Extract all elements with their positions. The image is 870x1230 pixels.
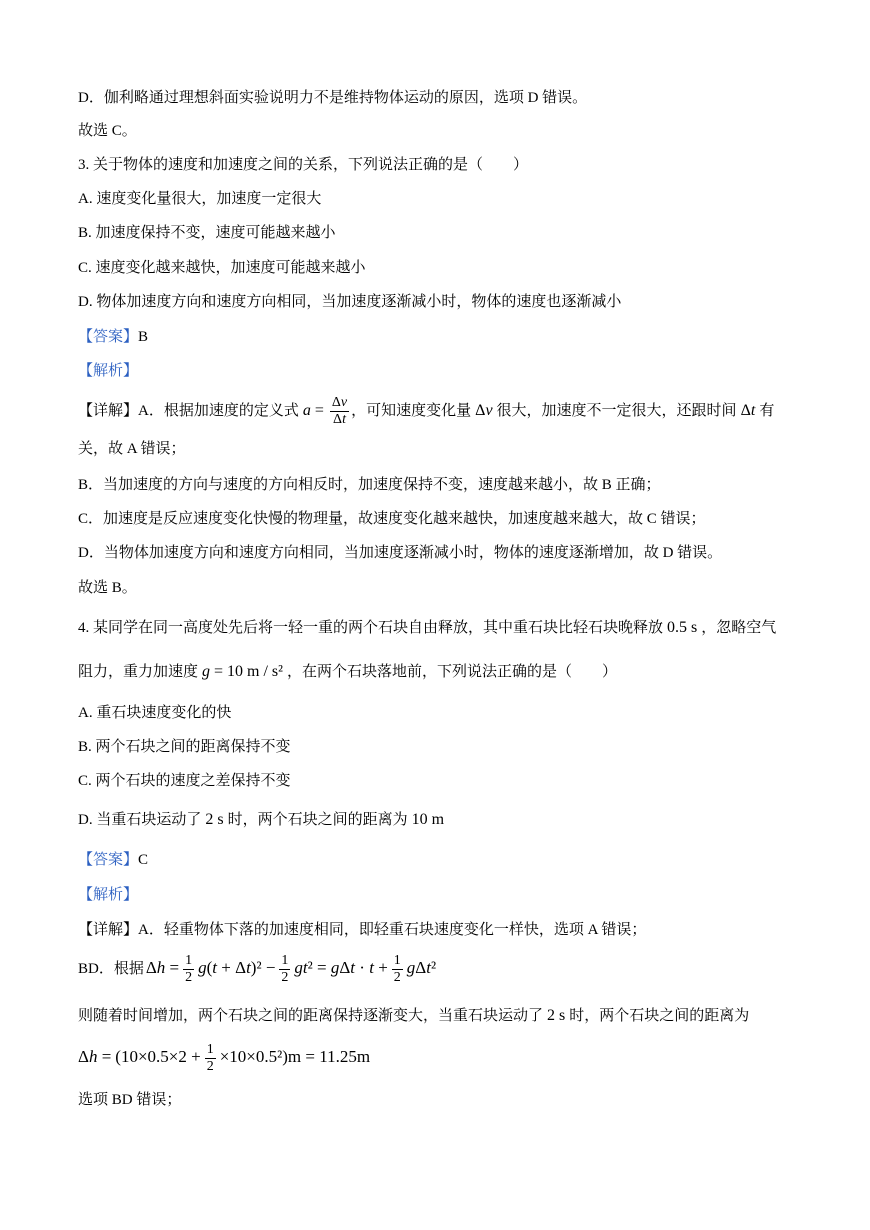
fraction-denominator: Δt — [333, 412, 346, 427]
detail-label: 【详解】 — [78, 922, 139, 938]
delta-t-symbol: Δt — [740, 401, 756, 419]
q4-option-d — [78, 810, 448, 830]
answer-value: C — [138, 852, 149, 868]
math-variable: t — [426, 957, 431, 977]
analysis-label: 【解析】 — [78, 887, 139, 903]
fraction-numerator: 1 — [185, 953, 193, 968]
q3-option-a: A. 速度变化量很大，加速度一定很大 — [78, 191, 322, 207]
q3-answer — [78, 327, 148, 347]
q4-detail-bd-formula — [78, 954, 438, 985]
math-variable: a — [302, 401, 311, 419]
detail-text: 则随着时间增加，两个石块之间的距离保持逐渐变大，当重石块运动了 — [78, 1008, 544, 1024]
detail-a-text: A．轻重物体下落的加速度相同，即轻重石块速度变化一样快，选项 A 错误； — [138, 922, 647, 938]
q4-analysis-label — [78, 885, 138, 905]
answer-value: B — [138, 329, 149, 345]
q3-detail-b: B．当加速度的方向与速度的方向相反时，加速度保持不变，速度越来越小，故 B 正确； — [78, 477, 661, 493]
option-d-text: D. 当重石块运动了 — [78, 812, 202, 828]
detail-text: 时，两个石块之间的距离为 — [569, 1008, 750, 1024]
time-value: 2 s — [205, 811, 224, 828]
q4-stem-text: ，在两个石块落地前，下列说法正确的是（ ） — [286, 664, 617, 680]
time-value: 2 s — [547, 1007, 566, 1024]
math-variable: t — [246, 957, 251, 977]
fraction-numerator: 1 — [393, 953, 401, 968]
math-variable: g — [330, 957, 340, 977]
q3-conclusion: 故选 B。 — [78, 580, 137, 596]
math-variable: t — [342, 412, 346, 427]
detail-a-text: A．根据加速度的定义式 — [138, 402, 299, 419]
q3-detail-d: D．当物体加速度方向和速度方向相同，当加速度逐渐减小时，物体的速度逐渐增加，故 D 错误。 — [78, 545, 723, 561]
q4-answer — [78, 850, 148, 870]
prev-conclusion: 故选 C。 — [78, 123, 137, 139]
q4-stem-text: 4. 某同学在同一高度处先后将一轻一重的两个石块自由释放，其中重石块比轻石块晚释放 — [78, 620, 664, 636]
answer-label: 【答案】 — [78, 329, 139, 345]
delta-v-symbol: Δv — [475, 401, 493, 419]
analysis-label: 【解析】 — [78, 363, 139, 379]
math-variable: t — [369, 957, 374, 977]
q4-stem-line-1 — [78, 618, 776, 638]
q3-analysis-label — [78, 361, 138, 381]
fraction-one-half — [392, 954, 403, 985]
formula-a-lhs: a = — [302, 401, 324, 419]
fraction-denominator: 2 — [185, 970, 193, 985]
math-variable: h — [88, 1046, 98, 1066]
formula-term: gt² = gΔt · t + — [294, 957, 388, 977]
fraction-one-half — [279, 954, 290, 985]
q4-option-a: A. 重石块速度变化的快 — [78, 705, 232, 721]
formula-term: g(t + Δt)² − — [198, 957, 276, 977]
formula-delta-h: Δh = — [145, 957, 180, 977]
math-variable: g — [294, 957, 303, 977]
formula-fraction — [330, 396, 349, 427]
math-variable: g — [198, 957, 207, 977]
q4-option-c: C. 两个石块的速度之差保持不变 — [78, 773, 291, 789]
math-variable: v — [485, 401, 493, 419]
q3-detail-c: C．加速度是反应速度变化快慢的物理量，故速度变化越来越快，加速度越来越大，故 C 错误； — [78, 511, 706, 527]
q4-detail-calc-formula — [78, 1043, 372, 1074]
math-variable: g — [202, 663, 211, 680]
detail-a-text: ，可知速度变化量 — [351, 402, 472, 419]
formula-term: (10×0.5×2 + — [115, 1046, 201, 1066]
detail-a-text: 有 — [759, 402, 775, 419]
fraction-numerator: 1 — [206, 1042, 214, 1057]
answer-label: 【答案】 — [78, 852, 139, 868]
q4-option-b: B. 两个石块之间的距离保持不变 — [78, 739, 291, 755]
math-variable: t — [212, 957, 218, 977]
q3-detail-a-cont: 关，故 A 错误； — [78, 441, 186, 457]
gravity-symbol — [202, 663, 210, 680]
q3-option-b: B. 加速度保持不变，速度可能越来越小 — [78, 225, 336, 241]
formula-result: ×10×0.5²)m = 11.25m — [219, 1046, 371, 1066]
fraction-denominator: 2 — [206, 1059, 214, 1074]
math-variable: t — [750, 401, 756, 419]
delay-value: 0.5 s — [667, 619, 698, 636]
detail-label: 【详解】 — [78, 402, 139, 419]
q3-stem: 3. 关于物体的速度和加速度之间的关系，下列说法正确的是（ ） — [78, 157, 529, 173]
fraction-one-half — [183, 954, 194, 985]
math-variable: v — [340, 395, 348, 410]
detail-bd-text: BD．根据 — [78, 960, 144, 977]
q3-detail-a — [78, 396, 774, 427]
q4-detail-end: 选项 BD 错误； — [78, 1092, 182, 1108]
gravity-value: = 10 m / s² — [214, 663, 283, 680]
fraction-denominator: 2 — [281, 970, 289, 985]
prev-option-d-explanation: D．伽利略通过理想斜面实验说明力不是维持物体运动的原因，选项 D 错误。 — [78, 90, 588, 106]
math-variable: g — [406, 957, 416, 977]
q4-stem-text: 阻力，重力加速度 — [78, 664, 199, 680]
detail-a-text: 很大，加速度不一定很大，还跟时间 — [496, 402, 737, 419]
fraction-numerator: Δv — [331, 395, 348, 410]
math-variable: h — [156, 957, 166, 977]
option-d-text: 时，两个石块之间的距离为 — [227, 812, 408, 828]
formula-delta-h: Δh = — [78, 1046, 112, 1066]
distance-value: 10 m — [411, 811, 445, 828]
q4-detail-a — [78, 920, 646, 940]
q4-stem-line-2 — [78, 662, 617, 682]
q4-detail-bd-text — [78, 1006, 749, 1026]
fraction-one-half — [205, 1043, 216, 1074]
q3-option-d: D. 物体加速度方向和速度方向相同，当加速度逐渐减小时，物体的速度也逐渐减小 — [78, 294, 622, 310]
formula-term: gΔt² — [406, 957, 437, 977]
q3-option-c: C. 速度变化越来越快，加速度可能越来越小 — [78, 260, 366, 276]
fraction-denominator: 2 — [393, 970, 401, 985]
math-variable: t — [302, 957, 308, 977]
fraction-numerator: 1 — [281, 953, 289, 968]
q4-stem-text: ，忽略空气 — [701, 620, 777, 636]
math-variable: t — [350, 957, 356, 977]
